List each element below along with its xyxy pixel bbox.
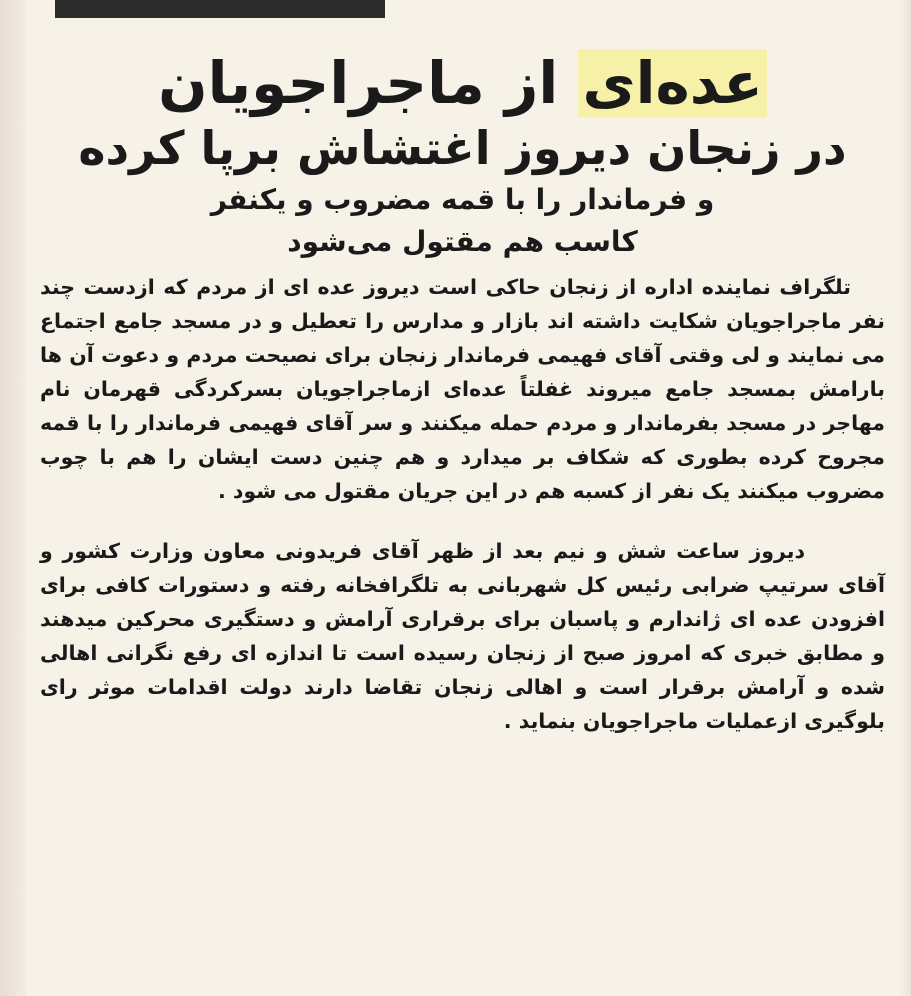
article-paragraph-1-text: عده ای از مردم که ازدست چند نفر ماجراجویان شکایت داشته اند بازار و مدارس را تعطیل و در مسجد جامع اجتماع می نمایند و لی وقتی آقای فهیمی فرماندار زنجان برای نصیحت مردم و دعوت آن ها بارامش بمسجد جامع میروند غفلتاً عده‌ای ازماجراجویان بسرکردگی قهرمان نام مهاجر در مسجد بفرماندار و مردم حمله میکنند و سر آقای فهیمی فرماندار را با قمه مجروح کرده بطوری که شکاف بر میدارد و هم چنین دست ایشان را هم با چوب مضروب میکنند یک نفر از کسبه هم در این جریان مقتول می شود .: [40, 275, 885, 503]
article-paragraph-2: دیروز ساعت شش و نیم بعد از ظهر آقای فریدونی معاون وزارت کشور و آقای سرتیپ ضرابی رئیس کل شهربانی به تلگرافخانه رفته و دستورات کافی برای افزودن عده ای ژاندارم و پاسبان برای برقراری آرامش و دستگیری محرکین میدهند و مطابق خبری که امروز صبح از زنجان رسیده است تا اندازه ای رفع نگرانی اهالی شده و آرامش برقرار است و اهالی زنجان تقاضا دارند دولت اقدامات موثر رای بلوگیری ازعملیات ماجراجویان بنماید .: [40, 539, 885, 733]
headline-main: [40, 48, 885, 118]
article-paragraph-1: [40, 270, 885, 508]
scan-edge-top: [55, 0, 385, 18]
subheadline-2: کاسب هم مقتول می‌شود: [287, 225, 638, 258]
scan-edge-right: [899, 0, 911, 996]
headline-main-rest: از ماجراجویان: [158, 49, 559, 117]
scan-edge-left: [0, 0, 26, 996]
news-article: [40, 18, 885, 988]
article-dateline: تلگراف نماینده اداره از زنجان حاکی است دیروز: [364, 275, 851, 299]
article-body: [40, 270, 885, 738]
headline-highlight: عده‌ای: [578, 49, 766, 117]
subheadline-1: و فرماندار را با قمه مضروب و یکنفر: [210, 183, 715, 216]
headline-second: در زنجان دیروز اغتشاش برپا کرده: [78, 121, 847, 175]
